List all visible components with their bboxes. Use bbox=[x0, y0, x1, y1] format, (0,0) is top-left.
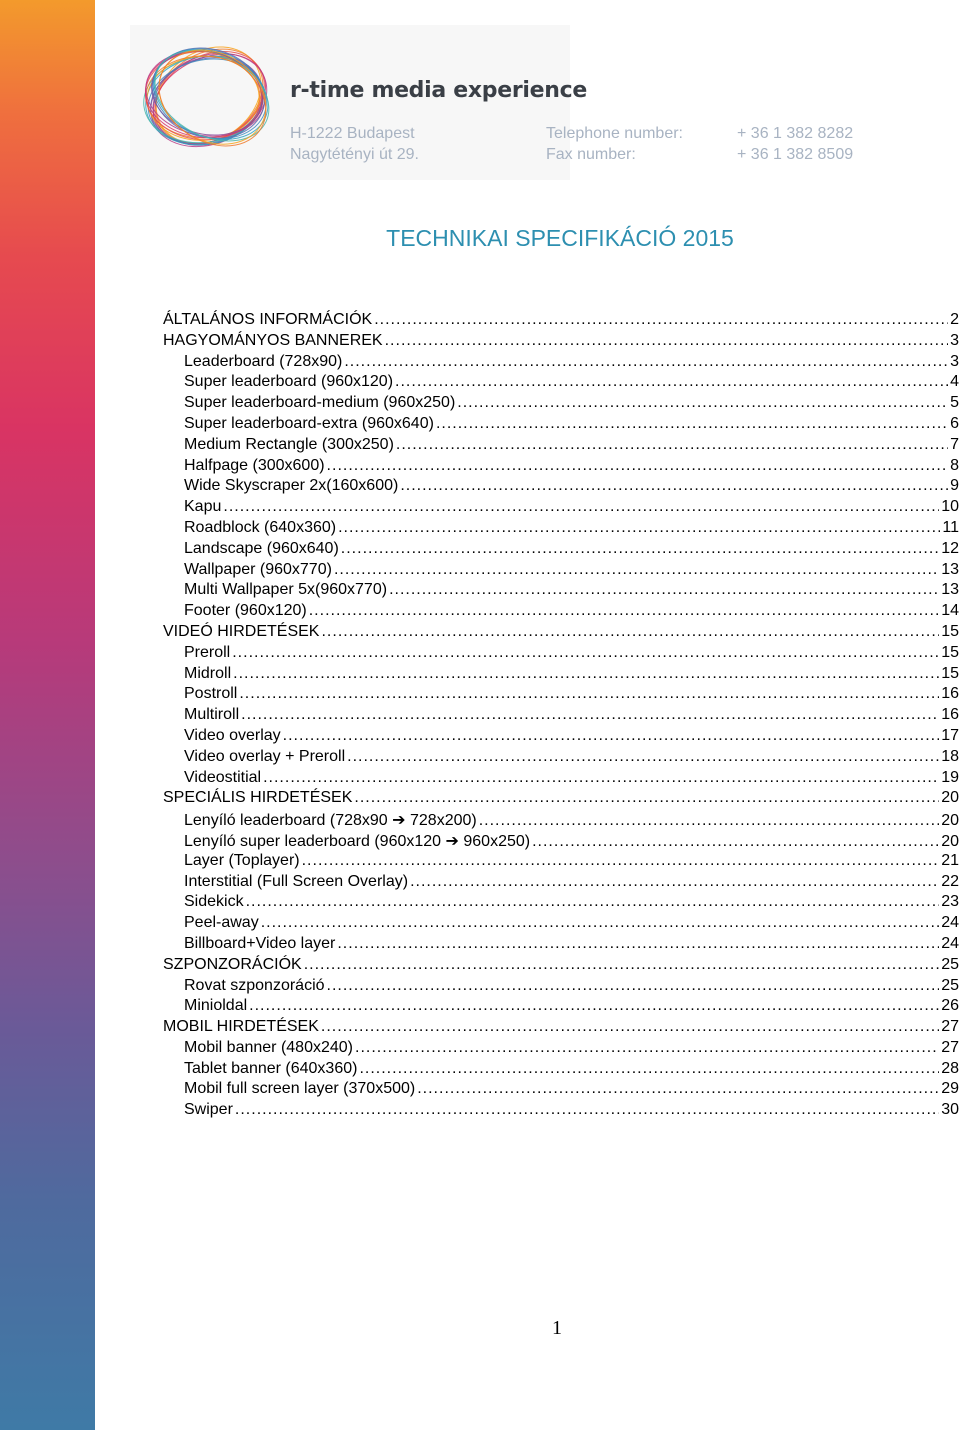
toc-entry-label: Mobil full screen layer (370x500) bbox=[184, 1080, 416, 1098]
toc-entry-page: 16 bbox=[941, 685, 959, 703]
toc-dot-leader bbox=[327, 977, 940, 995]
spirograph-ring-logo-icon bbox=[132, 25, 282, 175]
toc-dot-leader bbox=[334, 561, 939, 579]
toc-entry-page: 15 bbox=[941, 643, 959, 661]
toc-entry-page: 15 bbox=[941, 664, 959, 682]
toc-dot-leader bbox=[359, 1060, 939, 1078]
toc-subsection-entry[interactable] bbox=[163, 561, 959, 582]
toc-subsection-entry[interactable] bbox=[163, 1060, 959, 1081]
toc-subsection-entry[interactable] bbox=[163, 394, 959, 415]
toc-subsection-entry[interactable] bbox=[163, 540, 959, 561]
toc-section-entry[interactable] bbox=[163, 311, 959, 332]
toc-entry-page: 22 bbox=[941, 872, 959, 890]
toc-section-entry[interactable] bbox=[163, 956, 959, 977]
toc-entry-page: 5 bbox=[950, 394, 959, 412]
toc-dot-leader bbox=[261, 914, 940, 932]
toc-dot-leader bbox=[355, 1039, 939, 1057]
toc-entry-label: Footer (960x120) bbox=[184, 602, 307, 620]
table-of-contents bbox=[163, 311, 959, 1122]
toc-entry-label: Sidekick bbox=[184, 893, 244, 911]
toc-subsection-entry[interactable] bbox=[163, 498, 959, 519]
toc-entry-label: Wallpaper (960x770) bbox=[184, 560, 332, 578]
toc-dot-leader bbox=[246, 893, 940, 911]
toc-dot-leader bbox=[321, 623, 939, 641]
toc-subsection-entry[interactable] bbox=[163, 644, 959, 665]
toc-entry-label: Medium Rectangle (300x250) bbox=[184, 435, 394, 453]
toc-subsection-entry[interactable] bbox=[163, 727, 959, 748]
toc-entry-page: 9 bbox=[950, 477, 959, 495]
toc-dot-leader bbox=[338, 519, 940, 537]
toc-entry-page: 13 bbox=[941, 560, 959, 578]
phone-label: Telephone number: bbox=[546, 125, 683, 142]
toc-subsection-entry[interactable] bbox=[163, 997, 959, 1018]
toc-entry-page: 3 bbox=[950, 331, 959, 349]
toc-entry-page: 6 bbox=[950, 414, 959, 432]
toc-dot-leader bbox=[232, 644, 939, 662]
toc-entry-page: 8 bbox=[950, 456, 959, 474]
toc-dot-leader bbox=[309, 602, 939, 620]
toc-dot-leader bbox=[239, 685, 939, 703]
toc-entry-label: Videostitial bbox=[184, 768, 262, 786]
toc-section-entry[interactable] bbox=[163, 1018, 959, 1039]
toc-entry-page: 23 bbox=[941, 893, 959, 911]
toc-dot-leader bbox=[249, 997, 939, 1015]
toc-subsection-entry[interactable] bbox=[163, 665, 959, 686]
toc-subsection-entry[interactable] bbox=[163, 810, 959, 831]
toc-entry-page: 20 bbox=[941, 812, 959, 830]
toc-dot-leader bbox=[347, 748, 939, 766]
toc-entry-label: Midroll bbox=[184, 664, 232, 682]
toc-section-entry[interactable] bbox=[163, 332, 959, 353]
toc-entry-label: Super leaderboard-medium (960x250) bbox=[184, 394, 456, 412]
toc-dot-leader bbox=[354, 789, 939, 807]
toc-subsection-entry[interactable] bbox=[163, 581, 959, 602]
address-line-2: Nagytétényi út 29. bbox=[290, 146, 419, 163]
toc-dot-leader bbox=[223, 498, 939, 516]
toc-subsection-entry[interactable] bbox=[163, 415, 959, 436]
toc-entry-label: Kapu bbox=[184, 498, 222, 516]
toc-subsection-entry[interactable] bbox=[163, 769, 959, 790]
toc-entry-label: Leaderboard (728x90) bbox=[184, 352, 343, 370]
toc-subsection-entry[interactable] bbox=[163, 519, 959, 540]
toc-entry-label: Peel-away bbox=[184, 914, 259, 932]
toc-entry-page: 4 bbox=[950, 373, 959, 391]
toc-subsection-entry[interactable] bbox=[163, 457, 959, 478]
toc-subsection-entry[interactable] bbox=[163, 706, 959, 727]
toc-section-entry[interactable] bbox=[163, 789, 959, 810]
toc-entry-label: Multi Wallpaper 5x(960x770) bbox=[184, 581, 388, 599]
toc-subsection-entry[interactable] bbox=[163, 685, 959, 706]
toc-entry-page: 18 bbox=[941, 747, 959, 765]
toc-entry-label: Super leaderboard-extra (960x640) bbox=[184, 414, 434, 432]
page-number: 1 bbox=[552, 1317, 562, 1339]
toc-entry-label: Multiroll bbox=[184, 706, 240, 724]
toc-entry-page: 15 bbox=[941, 622, 959, 640]
toc-dot-leader bbox=[374, 311, 948, 329]
toc-dot-leader bbox=[235, 1101, 939, 1119]
toc-subsection-entry[interactable] bbox=[163, 1101, 959, 1122]
toc-subsection-entry[interactable] bbox=[163, 893, 959, 914]
decorative-side-band bbox=[0, 0, 95, 1430]
toc-entry-label: SZPONZORÁCIÓK bbox=[163, 955, 302, 973]
toc-entry-page: 21 bbox=[941, 851, 959, 869]
toc-entry-page: 7 bbox=[950, 435, 959, 453]
toc-subsection-entry[interactable] bbox=[163, 353, 959, 374]
toc-entry-page: 25 bbox=[941, 976, 959, 994]
toc-entry-label: Halfpage (300x600) bbox=[184, 456, 325, 474]
toc-subsection-entry[interactable] bbox=[163, 831, 959, 852]
toc-subsection-entry[interactable] bbox=[163, 914, 959, 935]
toc-entry-label: Roadblock (640x360) bbox=[184, 518, 337, 536]
toc-dot-leader bbox=[479, 812, 939, 830]
toc-entry-label: Lenyíló super leaderboard (960x120 ➔ 960x250) bbox=[184, 832, 531, 850]
toc-entry-label: Wide Skyscraper 2x(160x600) bbox=[184, 477, 399, 495]
toc-dot-leader bbox=[457, 394, 948, 412]
toc-subsection-entry[interactable] bbox=[163, 873, 959, 894]
toc-entry-page: 26 bbox=[941, 997, 959, 1015]
toc-subsection-entry[interactable] bbox=[163, 436, 959, 457]
toc-subsection-entry[interactable] bbox=[163, 373, 959, 394]
toc-entry-page: 29 bbox=[941, 1080, 959, 1098]
toc-entry-page: 3 bbox=[950, 352, 959, 370]
toc-subsection-entry[interactable] bbox=[163, 1039, 959, 1060]
address-line-1: H-1222 Budapest bbox=[290, 125, 415, 142]
toc-dot-leader bbox=[302, 852, 940, 870]
document-title: TECHNIKAI SPECIFIKÁCIÓ 2015 bbox=[386, 225, 734, 251]
toc-dot-leader bbox=[395, 373, 948, 391]
toc-entry-label: Minioldal bbox=[184, 997, 248, 1015]
toc-dot-leader bbox=[410, 873, 939, 891]
toc-dot-leader bbox=[436, 415, 948, 433]
toc-entry-label: Mobil banner (480x240) bbox=[184, 1038, 353, 1056]
toc-entry-label: Interstitial (Full Screen Overlay) bbox=[184, 872, 409, 890]
toc-entry-label: Layer (Toplayer) bbox=[184, 851, 300, 869]
toc-entry-label: Postroll bbox=[184, 685, 238, 703]
brand-name: r-time media experience bbox=[290, 78, 587, 103]
toc-dot-leader bbox=[344, 353, 948, 371]
toc-entry-label: SPECIÁLIS HIRDETÉSEK bbox=[163, 789, 353, 807]
toc-entry-page: 28 bbox=[941, 1059, 959, 1077]
toc-subsection-entry[interactable] bbox=[163, 748, 959, 769]
toc-entry-label: ÁLTALÁNOS INFORMÁCIÓK bbox=[163, 311, 373, 328]
toc-entry-page: 2 bbox=[950, 311, 959, 328]
toc-entry-page: 10 bbox=[941, 498, 959, 516]
toc-entry-label: MOBIL HIRDETÉSEK bbox=[163, 1018, 319, 1036]
toc-dot-leader bbox=[389, 581, 939, 599]
toc-entry-page: 20 bbox=[941, 789, 959, 807]
toc-entry-label: Super leaderboard (960x120) bbox=[184, 373, 394, 391]
toc-entry-page: 24 bbox=[941, 914, 959, 932]
toc-entry-label: Video overlay + Preroll bbox=[184, 747, 346, 765]
toc-dot-leader bbox=[233, 665, 939, 683]
toc-entry-page: 13 bbox=[941, 581, 959, 599]
toc-entry-label: Lenyíló leaderboard (728x90 ➔ 728x200) bbox=[184, 812, 477, 830]
toc-entry-page: 14 bbox=[941, 602, 959, 620]
toc-entry-label: Video overlay bbox=[184, 726, 281, 744]
fax-label: Fax number: bbox=[546, 146, 636, 163]
toc-dot-leader bbox=[396, 436, 948, 454]
toc-entry-page: 30 bbox=[941, 1101, 959, 1119]
toc-entry-page: 16 bbox=[941, 706, 959, 724]
toc-dot-leader bbox=[385, 332, 948, 350]
toc-subsection-entry[interactable] bbox=[163, 602, 959, 623]
toc-dot-leader bbox=[263, 769, 939, 787]
toc-entry-label: Swiper bbox=[184, 1101, 233, 1119]
toc-entry-label: Billboard+Video layer bbox=[184, 934, 336, 952]
toc-entry-page: 25 bbox=[941, 955, 959, 973]
phone-number: + 36 1 382 8282 bbox=[737, 125, 854, 142]
toc-entry-page: 12 bbox=[941, 539, 959, 557]
toc-entry-page: 17 bbox=[941, 726, 959, 744]
toc-dot-leader bbox=[532, 833, 939, 851]
toc-entry-label: Preroll bbox=[184, 643, 231, 661]
toc-subsection-entry[interactable] bbox=[163, 1080, 959, 1101]
toc-entry-label: HAGYOMÁNYOS BANNEREK bbox=[163, 331, 383, 349]
toc-entry-page: 27 bbox=[941, 1018, 959, 1036]
toc-entry-label: Landscape (960x640) bbox=[184, 539, 339, 557]
toc-dot-leader bbox=[327, 457, 949, 475]
toc-entry-label: Tablet banner (640x360) bbox=[184, 1059, 358, 1077]
toc-entry-page: 20 bbox=[941, 832, 959, 850]
toc-subsection-entry[interactable] bbox=[163, 935, 959, 956]
toc-entry-label: Rovat szponzoráció bbox=[184, 976, 325, 994]
toc-dot-leader bbox=[283, 727, 940, 745]
toc-subsection-entry[interactable] bbox=[163, 852, 959, 873]
toc-subsection-entry[interactable] bbox=[163, 477, 959, 498]
toc-dot-leader bbox=[321, 1018, 939, 1036]
toc-dot-leader bbox=[241, 706, 939, 724]
toc-dot-leader bbox=[304, 956, 940, 974]
toc-entry-label: VIDEÓ HIRDETÉSEK bbox=[163, 622, 320, 640]
toc-dot-leader bbox=[417, 1080, 939, 1098]
toc-dot-leader bbox=[337, 935, 939, 953]
toc-section-entry[interactable] bbox=[163, 623, 959, 644]
toc-entry-page: 27 bbox=[941, 1038, 959, 1056]
toc-dot-leader bbox=[400, 477, 948, 495]
toc-entry-page: 19 bbox=[941, 768, 959, 786]
toc-entry-page: 24 bbox=[941, 934, 959, 952]
fax-number: + 36 1 382 8509 bbox=[737, 146, 854, 163]
toc-subsection-entry[interactable] bbox=[163, 977, 959, 998]
toc-dot-leader bbox=[341, 540, 939, 558]
toc-entry-page: 11 bbox=[942, 518, 959, 536]
